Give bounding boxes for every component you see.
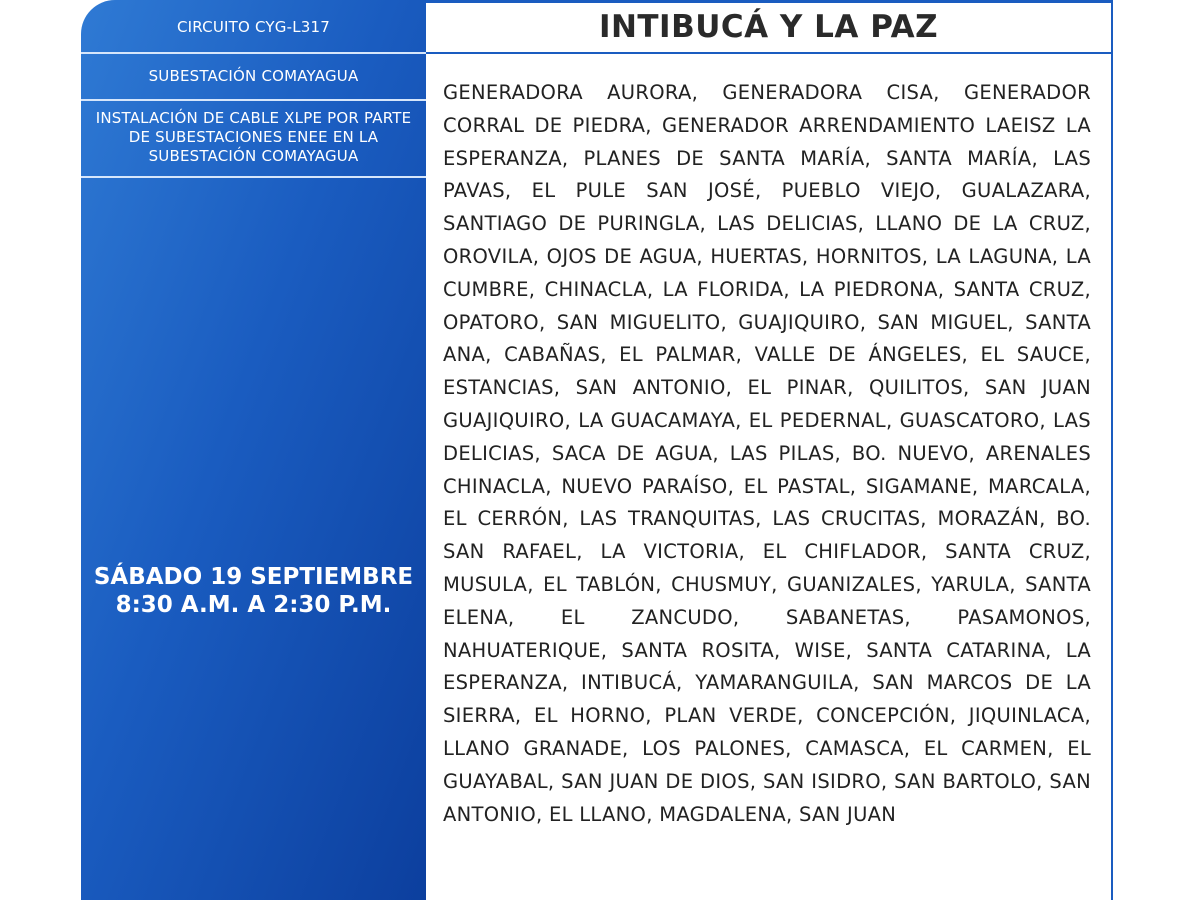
affected-areas-list: GENERADORA AURORA, GENERADORA CISA, GENERADOR CORRAL DE PIEDRA, GENERADOR ARRENDAMIENTO LAEISZ LA ESPERANZA, PLANES DE SANTA MARÍA, SANTA MARÍA, LAS PAVAS, EL PULE SAN JOSÉ, PUEBLO VIEJO, GUALAZARA, SANTIAGO DE PURINGLA, LAS DELICIAS, LLANO DE LA CRUZ, OROVILA, OJOS DE AGUA, HUERTAS, HORNITOS, LA LAGUNA, LA CUMBRE, CHINACLA, LA FLORIDA, LA PIEDRONA, SANTA CRUZ, OPATORO, SAN MIGUELITO, GUAJIQUIRO, SAN MIGUEL, SANTA ANA, CABAÑAS, EL PALMAR, VALLE DE ÁNGELES, EL SAUCE, ESTANCIAS, SAN ANTONIO, EL PINAR, QUILITOS, SAN JUAN GUAJIQUIRO, LA GUACAMAYA, EL PEDERNAL, GUASCATORO, LAS DELICIAS, SACA DE AGUA, LAS PILAS, BO. NUEVO, ARENALES CHINACLA, NUEVO PARAÍSO, EL PASTAL, SIGAMANE, MARCALA, EL CERRÓN, LAS TRANQUITAS, LAS CRUCITAS, MORAZÁN, BO. SAN RAFAEL, LA VICTORIA, EL CHIFLADOR, SANTA CRUZ, MUSULA, EL TABLÓN, CHUSMUY, GUANIZALES, YARULA, SANTA ELENA, EL ZANCUDO, SABANETAS, PASAMONOS, NAHUATERIQUE, SANTA ROSITA, WISE, SANTA CATARINA, LA ESPERANZA, INTIBUCÁ, YAMARANGUILA, SAN MARCOS DE LA SIERRA, EL HORNO, PLAN VERDE, CONCEPCIÓN, JIQUINLACA, LLANO GRANADE, LOS PALONES, CAMASCA, EL CARMEN, EL GUAYABAL, SAN JUAN DE DIOS, SAN ISIDRO, SAN BARTOLO, SAN ANTONIO, EL LLANO, MAGDALENA, SAN JUAN xyxy=(443,81,1091,826)
work-description: INSTALACIÓN DE CABLE XLPE POR PARTE DE SUBESTACIONES ENEE EN LA SUBESTACIÓN COMAYAGUA xyxy=(95,109,412,165)
circuit-label: CIRCUITO CYG-L317 xyxy=(177,17,330,36)
title-divider xyxy=(426,52,1111,54)
outage-time: 8:30 A.M. A 2:30 P.M. xyxy=(115,592,392,618)
sidebar-divider xyxy=(81,176,426,178)
outage-schedule xyxy=(81,563,426,619)
substation-label: SUBESTACIÓN COMAYAGUA xyxy=(148,67,359,85)
region-title: INTIBUCÁ Y LA PAZ xyxy=(598,8,939,45)
affected-areas-panel xyxy=(426,0,1113,900)
outage-date: SÁBADO 19 SEPTIEMBRE xyxy=(93,564,414,590)
outage-info-sidebar xyxy=(81,0,426,900)
